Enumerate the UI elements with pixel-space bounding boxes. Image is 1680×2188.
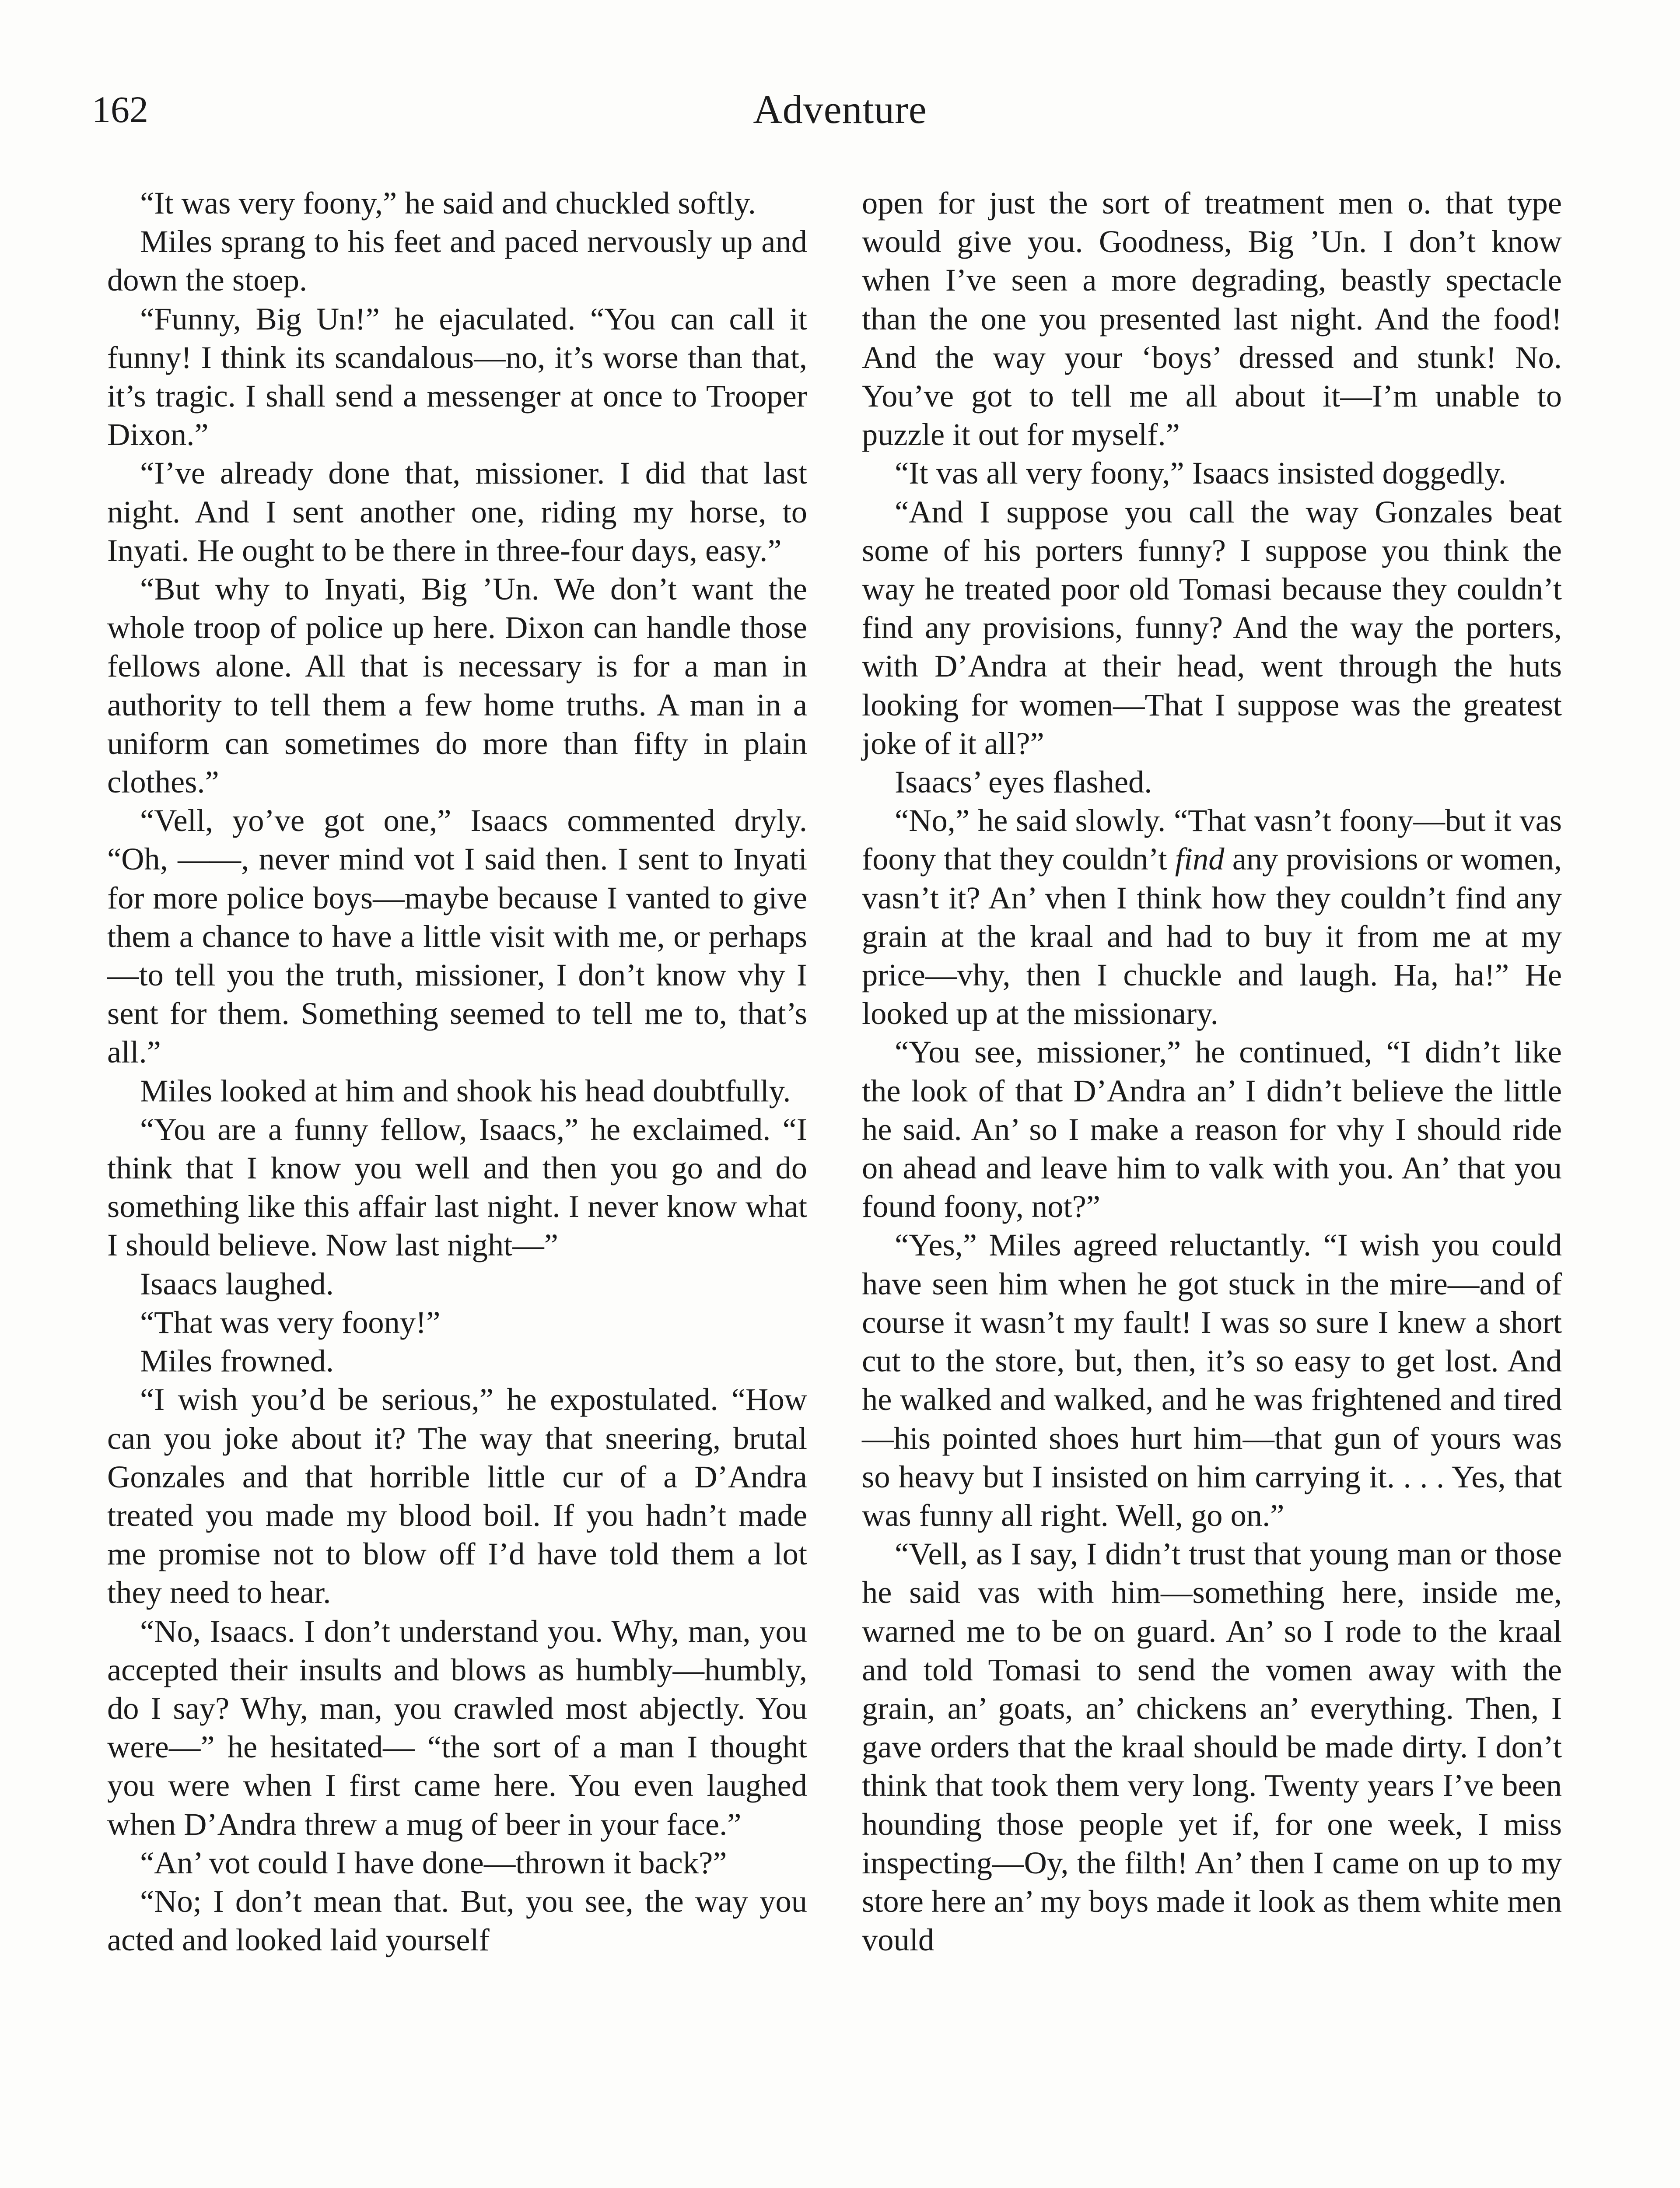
paragraph: “No, Isaacs. I don’t understand you. Why, man, you accepted their insults and blows as humbly—humbly, do I say? Why, man, you crawled most abjectly. You were—” he hesitated— “the sort of a man I thought you were when I first came here. You even laughed when D’Andra threw a mug of beer in your face.” [107,1613,807,1842]
paragraph: “But why to Inyati, Big ’Un. We don’t want the whole troop of police up here. Dixon can handle those fellows alone. All that is necessary is for a man in authority to tell them a few home truths. A man in a uniform can sometimes do more than fifty in plain clothes.” [107,571,807,800]
running-header [92,83,1588,140]
page-number: 162 [92,88,148,130]
paragraph: “You are a funny fellow, Isaacs,” he exclaimed. “I think that I know you well and then you go and do something like this affair last night. I never know what I should believe. Now last night—” [107,1111,807,1263]
paragraph: “It was very foony,” he said and chuckled softly. [140,185,756,221]
running-title: Adventure [753,87,927,132]
paragraph: Isaacs’ eyes flashed. [895,764,1152,800]
text-column-right [862,184,1562,1959]
paragraph: “Funny, Big Un!” he ejaculated. “You can call it funny! I think its scandalous—no, it’s worse than that, it’s tragic. I shall send a messenger at once to Trooper Dixon.” [107,301,807,452]
paragraph: “Vell, yo’ve got one,” Isaacs commented dryly. “Oh, ——, never mind vot I said then. I sent to Inyati for more police boys—maybe because I vanted to give them a chance to have a little visit with me, or perhaps—to tell you the truth, missioner, I don’t know vhy I sent for them. Something seemed to tell me to, that’s all.” [107,803,807,1070]
paragraph: “I wish you’d be serious,” he expostulated. “How can you joke about it? The way that sneering, brutal Gonzales and that horrible little cur of a D’Andra treated you made my blood boil. If you hadn’t made me promise not to blow off I’d have told them a lot they need to hear. [107,1382,807,1610]
paragraph: “Vell, as I say, I didn’t trust that young man or those he said vas with him—something here, inside me, warned me to be on guard. An’ so I rode to the kraal and told Tomasi to send the vomen away with the grain, an’ goats, an’ chickens an’ everything. Then, I gave orders that the kraal should be made dirty. I don’t think that took them very long. Twenty years I’ve been hounding those people yet if, for one week, I miss inspecting—Oy, the filth! An’ then I came on up to my store here an’ my boys made it look as them white men vould [862,1536,1562,1958]
paragraph: “Yes,” Miles agreed reluctantly. “I wish you could have seen him when he got stuck in the mire—and of course it wasn’t my fault! I was so sure I knew a short cut to the store, but, then, it’s so easy to get lost. And he walked and walked, and he was frightened and tired—his pointed shoes hurt him—that gun of yours was so heavy but I insisted on him carrying it. . . . Yes, that was funny all right. Well, go on.” [862,1227,1562,1533]
paragraph: Isaacs laughed. [140,1266,334,1301]
paragraph: Miles looked at him and shook his head doubtfully. [140,1073,791,1108]
paragraph: “It vas all very foony,” Isaacs insisted doggedly. [895,455,1506,491]
paragraph: “That was very foony!” [140,1304,441,1340]
paragraph: “And I suppose you call the way Gonzales beat some of his porters funny? I suppose you think the way he treated poor old Tomasi because they couldn’t find any provisions, funny? And the way the porters, with D’Andra at their head, went through the huts looking for women—That I suppose was the greatest joke of it all?” [862,494,1562,761]
paragraph: “No; I don’t mean that. But, you see, the way you acted and looked laid yourself [107,1883,807,1958]
text-column-left [107,184,807,1959]
paragraph: open for just the sort of treatment men o. that type would give you. Goodness, Big ’Un. I don’t know when I’ve seen a more degrading, beastly spectacle than the one you presented last night. And the food! And the way your ‘boys’ dressed and stunk! No. You’ve got to tell me all about it—I’m unable to puzzle it out for myself.” [862,185,1562,452]
paragraph: “No,” he said slowly. “That vasn’t foony—but it vas foony that they couldn’t find any provisions or women, vasn’t it? An’ vhen I think how they couldn’t find any grain at the kraal and had to buy it from me at my price—vhy, then I chuckle and laugh. Ha, ha!” He looked up at the missionary. [862,803,1562,1031]
paragraph: Miles frowned. [140,1343,334,1379]
paragraph: “An’ vot could I have done—thrown it back?” [140,1844,727,1880]
paragraph: Miles sprang to his feet and paced nervously up and down the stoep. [107,224,807,298]
paragraph: “I’ve already done that, missioner. I did that last night. And I sent another one, riding my horse, to Inyati. He ought to be there in three-four days, easy.” [107,455,807,568]
paragraph: “You see, missioner,” he continued, “I didn’t like the look of that D’Andra an’ I didn’t believe the little he said. An’ so I make a reason for vhy I should ride on ahead and leave him to valk with you. An’ that you found foony, not?” [862,1034,1562,1224]
